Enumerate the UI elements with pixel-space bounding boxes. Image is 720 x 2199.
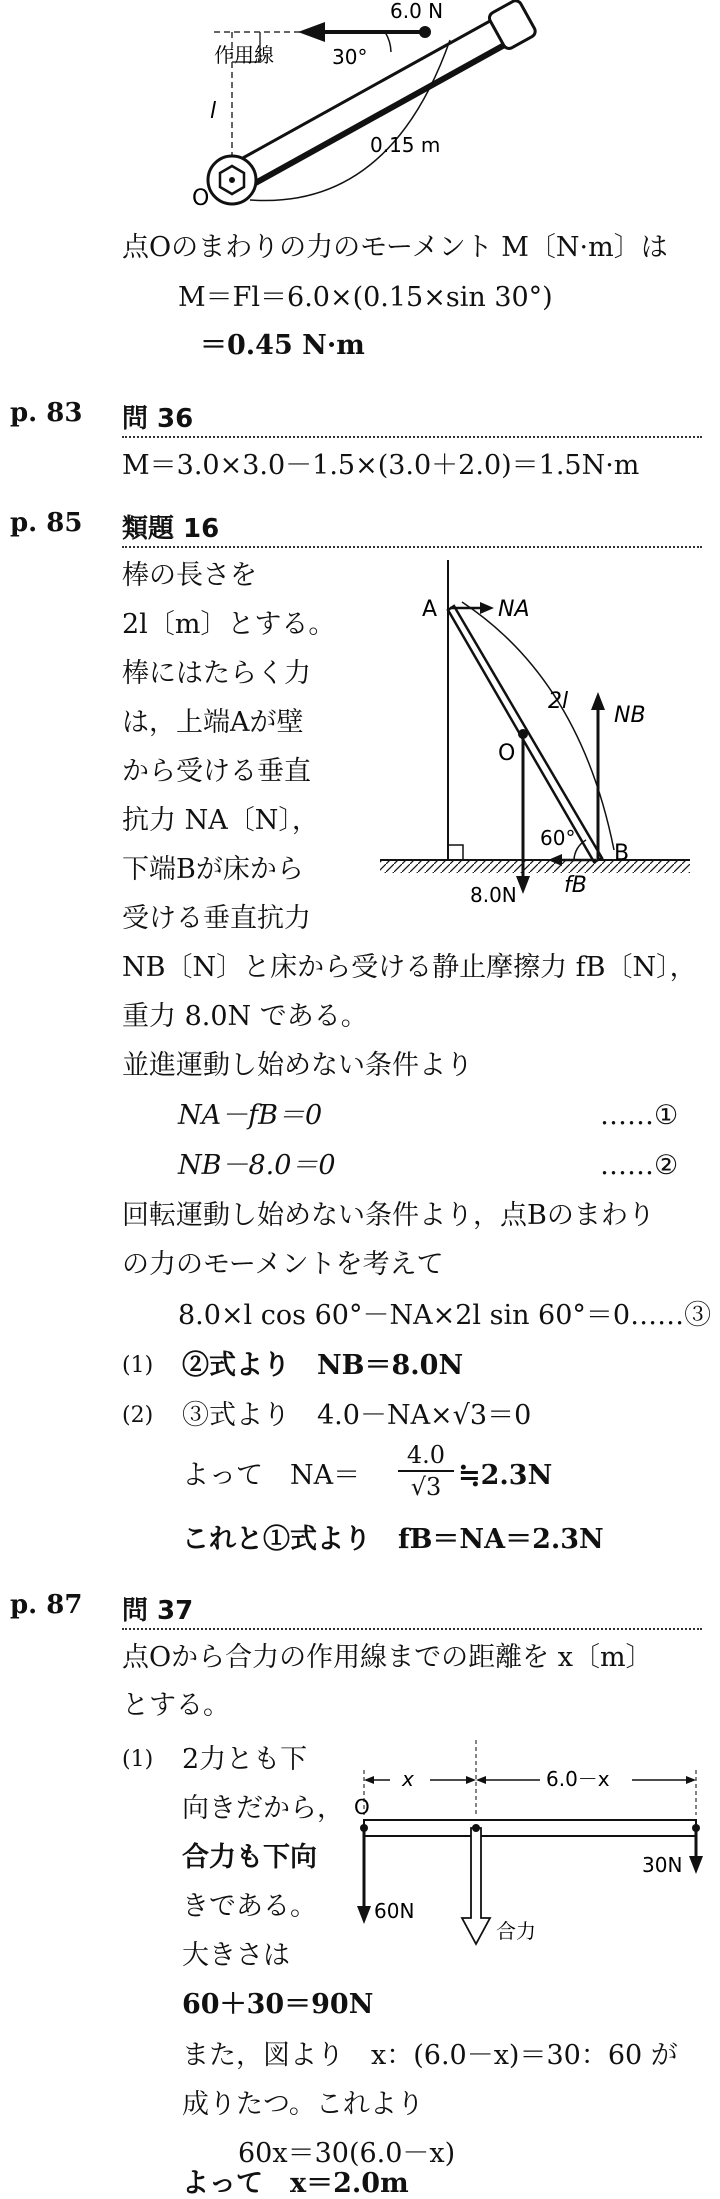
text-line: 2力とも下 bbox=[182, 1744, 308, 1775]
equation-1-number: ……① bbox=[600, 1100, 679, 1131]
label-30N: 30N bbox=[642, 1853, 683, 1877]
text-line: NB〔N〕と床から受ける静止摩擦力 fB〔N〕， bbox=[122, 952, 697, 983]
example-16-heading: 類題 16 bbox=[122, 514, 220, 544]
label-NB: NB bbox=[614, 703, 646, 728]
label-weight: 8.0N bbox=[470, 883, 517, 907]
text-line: は，上端Aが壁 bbox=[122, 707, 304, 738]
text-line: また，図より x：(6.0－x)＝30：60 が bbox=[182, 2040, 678, 2071]
label-resultant: 合力 bbox=[496, 1919, 536, 1943]
text-line: 下端Bが床から bbox=[122, 854, 304, 885]
pivot-label: O bbox=[192, 186, 210, 211]
text-line: 棒の長さを bbox=[122, 560, 257, 591]
page-ref-83: p. 83 bbox=[10, 398, 83, 428]
text-line: 重力 8.0N である。 bbox=[122, 1001, 368, 1032]
force-label: 6.0 N bbox=[390, 0, 444, 23]
fraction-denominator: √3 bbox=[410, 1473, 442, 1501]
label-NA: NA bbox=[498, 597, 530, 622]
text-line: 棒にはたらく力 bbox=[122, 658, 311, 689]
page-ref-85: p. 85 bbox=[10, 508, 83, 538]
beam-figure bbox=[350, 1740, 710, 1970]
text-line: とする。 bbox=[122, 1690, 230, 1721]
moment-equation: M＝Fl＝6.0×(0.15×sin 30°) bbox=[178, 282, 553, 313]
text-line: 受ける垂直抗力 bbox=[122, 903, 311, 934]
label-fB: fB bbox=[564, 873, 587, 898]
label-O: O bbox=[354, 1795, 370, 1819]
equation-2: NB－8.0＝0 bbox=[178, 1150, 336, 1181]
page-ref-87: p. 87 bbox=[10, 1590, 83, 1620]
text-line: 並進運動し始めない条件より bbox=[122, 1050, 473, 1081]
part-2-solution-pre: よって NA＝ bbox=[182, 1460, 361, 1491]
moment-intro: 点Oのまわりの力のモーメント M〔N·m〕は bbox=[122, 232, 668, 263]
divider bbox=[122, 1628, 702, 1630]
length-label: 0.15 m bbox=[370, 133, 441, 157]
label-B: B bbox=[614, 841, 630, 866]
fraction bbox=[398, 1440, 454, 1502]
beam-equation: 60x＝30(6.0－x) bbox=[238, 2138, 456, 2169]
part-1-label: (1) bbox=[122, 1353, 154, 1378]
text-line: 抗力 NA〔N〕， bbox=[122, 805, 319, 836]
dim-x-label: x bbox=[402, 1767, 414, 1791]
action-line-label: 作用線 bbox=[214, 43, 274, 67]
label-O: O bbox=[498, 741, 516, 766]
part-1-answer: ②式より NB＝8.0N bbox=[182, 1350, 464, 1381]
equation-1: NA－fB＝0 bbox=[178, 1100, 323, 1131]
part-2-label: (2) bbox=[122, 1403, 154, 1428]
equation-3: 8.0×l cos 60°－NA×2l sin 60°＝0……③ bbox=[178, 1300, 712, 1331]
text-line: 60＋30＝90N bbox=[182, 1989, 374, 2020]
text-line: 合力も下向 bbox=[182, 1842, 317, 1873]
text-line: 大きさは bbox=[182, 1940, 290, 1971]
label-2l: 2l bbox=[548, 689, 569, 714]
text-line: 点Oから合力の作用線までの距離を x〔m〕 bbox=[122, 1642, 653, 1673]
label-60N: 60N bbox=[374, 1899, 415, 1923]
part-2-friction: これと①式より fB＝NA＝2.3N bbox=[182, 1524, 604, 1555]
text-line: 2l〔m〕とする。 bbox=[122, 609, 336, 640]
label-60deg: 60° bbox=[540, 826, 576, 850]
problem-37-heading: 問 37 bbox=[122, 1596, 194, 1626]
part-1-label: (1) bbox=[122, 1747, 154, 1772]
text-line: 向きだから， bbox=[182, 1793, 344, 1824]
part-2-solution-post: ≒2.3N bbox=[458, 1460, 553, 1491]
text-line: の力のモーメントを考えて bbox=[122, 1249, 444, 1280]
problem-36-answer: M＝3.0×3.0－1.5×(3.0＋2.0)＝1.5N·m bbox=[122, 450, 640, 481]
text-line: から受ける垂直 bbox=[122, 756, 311, 787]
label-A: A bbox=[422, 597, 438, 622]
wrench-figure bbox=[180, 0, 620, 215]
text-line: きである。 bbox=[182, 1891, 317, 1922]
lever-label: l bbox=[210, 99, 217, 124]
moment-result: ＝0.45 N·m bbox=[200, 330, 365, 361]
text-line: 回転運動し始めない条件より，点Bのまわり bbox=[122, 1200, 655, 1231]
angle-label: 30° bbox=[332, 45, 368, 69]
divider bbox=[122, 436, 702, 438]
text-line: 成りたつ。これより bbox=[182, 2089, 424, 2120]
dim-rest-label: 6.0－x bbox=[546, 1767, 610, 1791]
fraction-numerator: 4.0 bbox=[398, 1440, 454, 1472]
problem-36-heading: 問 36 bbox=[122, 404, 194, 434]
part-2-equation: ③式より 4.0－NA×√3＝0 bbox=[182, 1400, 532, 1431]
equation-2-number: ……② bbox=[600, 1150, 679, 1181]
beam-result: よって x＝2.0m bbox=[182, 2168, 409, 2199]
ladder-figure bbox=[370, 560, 710, 910]
divider bbox=[122, 546, 702, 548]
